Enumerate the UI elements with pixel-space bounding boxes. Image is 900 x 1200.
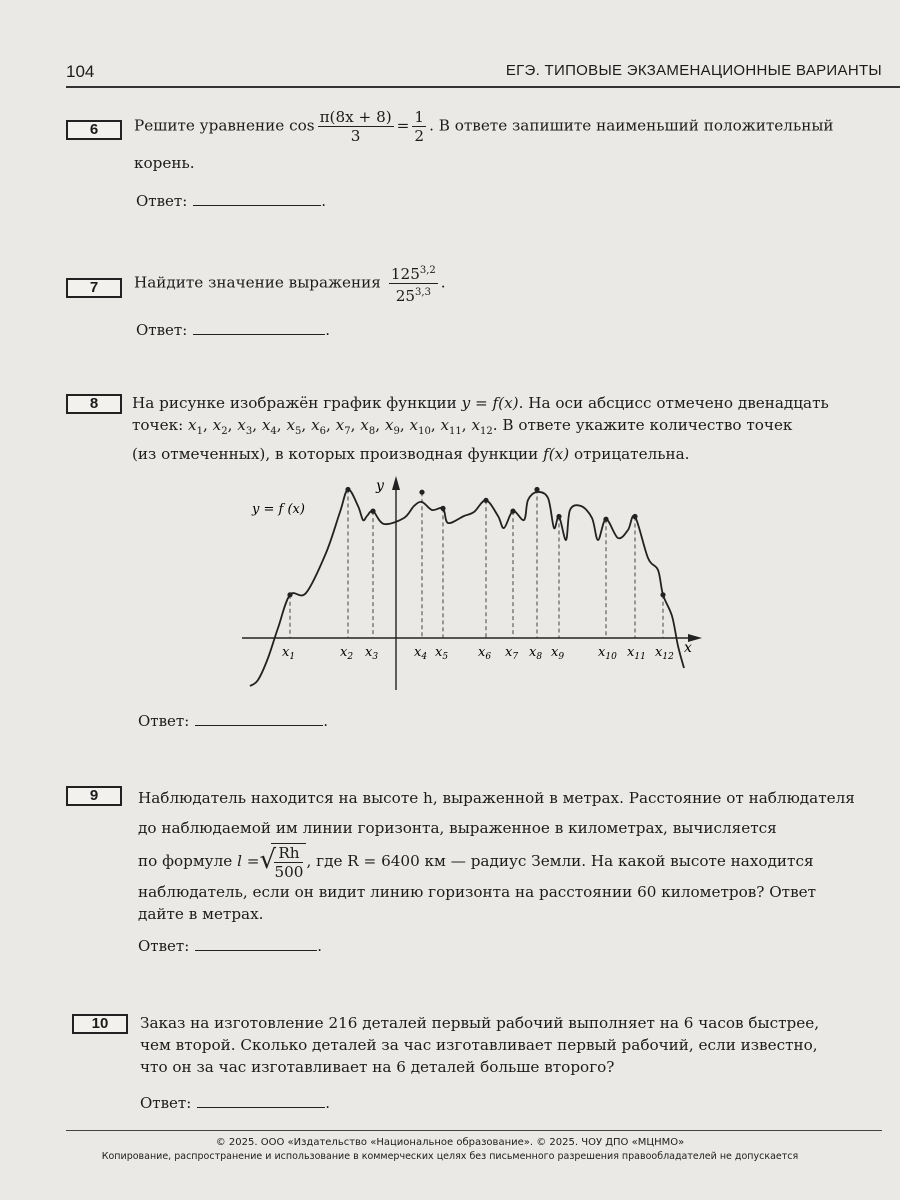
x-axis-label: x	[684, 640, 692, 656]
footer-notice: Копирование, распространение и использование в коммерческих целях без письменного разрешения правообладателей не допускается	[101, 1151, 799, 1162]
q6-rhs-num: 1	[414, 108, 425, 126]
q6-rhs-den: 2	[414, 127, 425, 145]
answer-10-label: Ответ:	[140, 1094, 192, 1112]
answer-9-blank[interactable]	[195, 936, 317, 951]
x-tick-label-10: $x_{10}$	[598, 645, 617, 662]
q8-point-3: $x_3$	[237, 416, 253, 438]
curve-point-12	[660, 592, 665, 597]
question-9-text	[138, 783, 884, 925]
page-number: 104	[66, 62, 95, 81]
q8-point-7: $x_7$	[335, 416, 351, 438]
q8-point-1: $x_1$	[188, 416, 203, 438]
q9-frac-den: 500	[274, 863, 304, 881]
answer-6-blank[interactable]	[193, 191, 321, 206]
q9-line4: наблюдатель, если он видит линию горизонта на расстоянии 60 километров? Ответ	[138, 883, 817, 901]
running-header-title: ЕГЭ. ТИПОВЫЕ ЭКЗАМЕНАЦИОННЫЕ ВАРИАНТЫ	[505, 62, 882, 79]
answer-6-label: Ответ:	[136, 192, 188, 210]
answer-10-blank[interactable]	[197, 1093, 325, 1108]
q7-num-base: 125	[390, 265, 420, 284]
q9-line2: до наблюдаемой им линии горизонта, выраженное в километрах, вычисляется	[138, 819, 777, 837]
answer-7: Ответ: .	[136, 321, 331, 339]
q9-sqrt	[259, 843, 306, 881]
y-axis-label: y	[376, 478, 384, 494]
q8-line3-b: отрицательна.	[573, 445, 690, 464]
x-tick-label-3: $x_3$	[365, 645, 379, 662]
q6-equals: =	[396, 116, 410, 135]
x-tick-label-2: $x_2$	[340, 645, 354, 662]
q6-rhs-fraction	[412, 108, 426, 145]
q8-line1	[132, 392, 884, 414]
q6-text-after: . В ответе запишите наименьший положительный	[429, 116, 834, 135]
question-number-10: 10	[72, 1014, 128, 1034]
x-tick-label-4: $x_4$	[414, 645, 428, 662]
q8-line2	[132, 414, 884, 443]
curve-point-2	[345, 487, 350, 492]
q6-frac-num: π(8x + 8)	[319, 108, 392, 126]
q7-den-exp: 3,3	[415, 287, 431, 299]
answer-8-blank[interactable]	[195, 711, 323, 726]
q8-point-8: $x_8$	[360, 416, 376, 438]
q8-point-9: $x_9$	[384, 416, 400, 438]
q10-line3: что он за час изготавливает на 6 деталей больше второго?	[140, 1058, 615, 1076]
marked-points	[287, 487, 665, 598]
curve-point-1	[287, 592, 292, 597]
q8-line1-a: На рисунке изображён график функции	[132, 394, 457, 412]
drop-lines	[290, 490, 663, 639]
q8-points-list: $x_1$, $x_2$, $x_3$, $x_4$, $x_5$, $x_6$, $x_7$, $x_8$, $x_9$, $x_{10}$, $x_{11}$, $x_{12}$	[188, 416, 493, 438]
q9-frac	[274, 844, 303, 881]
curve-point-5	[440, 506, 445, 511]
x-tick-label-1: $x_1$	[282, 645, 296, 662]
q7-denominator	[389, 284, 438, 305]
curve-point-8	[534, 487, 539, 492]
q9-line3	[138, 843, 884, 881]
q9-frac-num: Rh	[274, 844, 303, 863]
question-number-9: 9	[66, 786, 122, 806]
q8-point-4: $x_4$	[261, 416, 277, 438]
q8-line1-b: . На оси абсцисс отмечено двенадцать	[518, 394, 829, 412]
q8-line2-a: точек:	[132, 416, 184, 434]
x-tick-label-6: $x_6$	[478, 645, 492, 662]
answer-7-blank[interactable]	[193, 320, 325, 335]
x-tick-label-11: $x_{11}$	[627, 645, 646, 662]
q10-line1: Заказ на изготовление 216 деталей первый рабочий выполняет на 6 часов быстрее,	[140, 1014, 820, 1032]
answer-6: Ответ: .	[136, 192, 327, 210]
y-axis-arrow	[392, 476, 400, 490]
curve-point-3	[370, 509, 375, 514]
q7-numerator	[389, 262, 438, 284]
function-graph	[236, 468, 706, 698]
answer-7-label: Ответ:	[136, 321, 188, 339]
x-tick-label-9: $x_9$	[551, 645, 565, 662]
x-tick-label-5: $x_5$	[435, 645, 449, 662]
question-number-8: 8	[66, 394, 122, 414]
q7-end: .	[440, 273, 446, 292]
q8-point-6: $x_6$	[311, 416, 327, 438]
question-number-6: 6	[66, 120, 122, 140]
q8-line2-b: . В ответе укажите количество точек	[492, 416, 793, 434]
curve-point-6	[483, 498, 488, 503]
footer-rule	[66, 1130, 882, 1131]
q7-text: Найдите значение выражения	[134, 273, 381, 292]
q7-fraction	[389, 262, 438, 305]
q9-line1: Наблюдатель находится на высоте h, выраженной в метрах. Расстояние от наблюдателя	[138, 789, 855, 807]
q8-line3	[132, 443, 884, 465]
q7-num-exp: 3,2	[419, 265, 436, 276]
q6-cos: cos	[289, 116, 315, 135]
answer-10: Ответ: .	[140, 1094, 331, 1112]
q8-point-2: $x_2$	[212, 416, 228, 438]
function-curve	[250, 489, 684, 686]
q9-line5: дайте в метрах.	[138, 905, 264, 923]
question-10-text	[140, 1012, 884, 1078]
curve-point-9	[556, 514, 561, 519]
answer-8: Ответ: .	[138, 712, 329, 730]
q10-line2: чем второй. Сколько деталей за час изготавливает первый рабочий, если известно,	[140, 1036, 818, 1054]
curve-point-4	[419, 490, 424, 495]
q9-line3-b: , где R = 6400 км — радиус Земли. На какой высоте находится	[306, 852, 814, 870]
q6-argument-fraction	[318, 108, 394, 145]
q8-point-10: $x_{10}$	[409, 416, 431, 438]
q8-point-12: $x_{12}$	[471, 416, 493, 438]
q8-line3-func: f(x)	[543, 445, 570, 464]
question-6-line2: корень.	[134, 154, 195, 172]
q6-frac-den: 3	[350, 127, 361, 145]
curve-point-10	[603, 517, 608, 522]
footer-copyright: © 2025. ООО «Издательство «Национальное образование». © 2025. ЧОУ ДПО «МЦНМО»	[215, 1137, 685, 1148]
x-tick-labels	[282, 645, 674, 662]
q9-line3-a: по формуле	[138, 852, 233, 870]
q8-line3-a: (из отмеченных), в которых производная функции	[132, 445, 539, 464]
answer-9: Ответ: .	[138, 937, 323, 955]
curve-label: y = f (x)	[252, 502, 305, 517]
answer-8-label: Ответ:	[138, 712, 190, 730]
answer-9-label: Ответ:	[138, 937, 190, 955]
question-6-text	[134, 108, 884, 145]
curve-point-7	[510, 509, 515, 514]
question-number-7: 7	[66, 278, 122, 298]
q8-line1-func: y = f(x)	[461, 394, 519, 412]
q8-point-5: $x_5$	[286, 416, 302, 438]
x-tick-label-8: $x_8$	[529, 645, 543, 662]
q6-text-before: Решите уравнение	[134, 116, 285, 135]
x-tick-label-12: $x_{12}$	[655, 645, 674, 662]
header-rule	[66, 86, 900, 88]
x-tick-label-7: $x_7$	[505, 645, 519, 662]
question-8-text	[132, 392, 884, 465]
question-7-text	[134, 262, 884, 305]
q9-radical-sign: √	[259, 845, 277, 875]
q9-sqrt-body	[271, 843, 306, 881]
q7-den-base: 25	[395, 287, 416, 306]
q8-point-11: $x_{11}$	[440, 416, 462, 438]
q9-formula-l: l =	[237, 852, 260, 870]
curve-point-11	[632, 514, 637, 519]
